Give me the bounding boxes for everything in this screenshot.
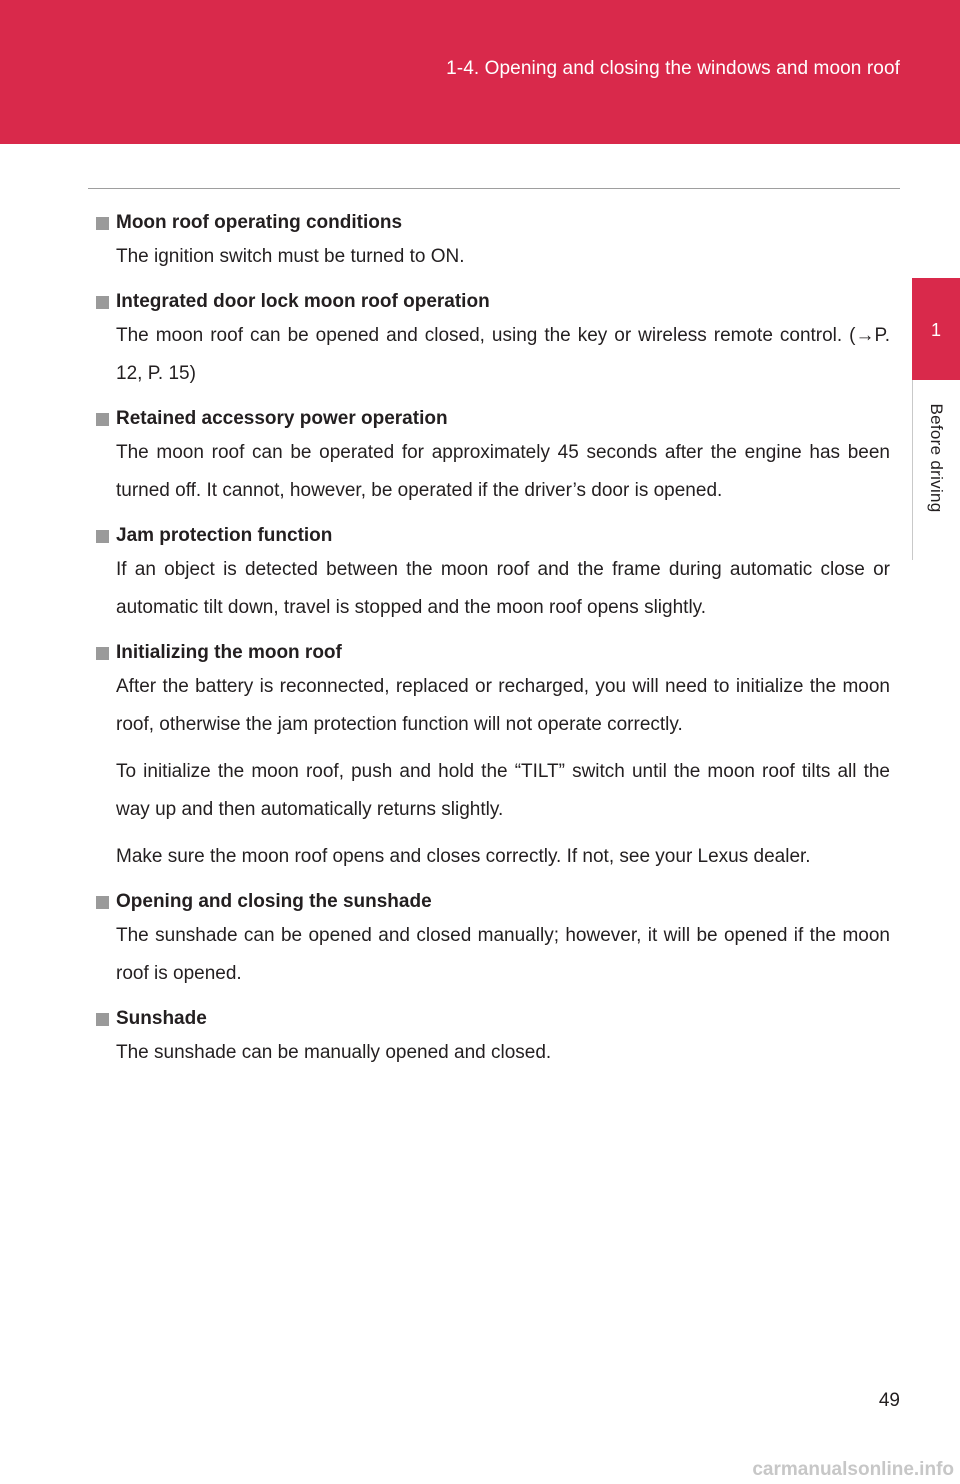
section-paragraph: Make sure the moon roof opens and closes correctly. If not, see your Lexus dealer. xyxy=(116,846,811,867)
section-sunshade xyxy=(96,1004,890,1072)
section-moon-roof-operating-conditions xyxy=(96,208,890,276)
square-bullet-icon xyxy=(96,413,109,426)
section-jam-protection xyxy=(96,521,890,627)
square-bullet-icon xyxy=(96,896,109,909)
chapter-number: 1 xyxy=(930,320,941,340)
section-retained-accessory-power xyxy=(96,404,890,510)
section-header-title: 1-4. Opening and closing the windows and moon roof xyxy=(446,58,900,79)
section-title: Moon roof operating conditions xyxy=(116,212,403,233)
square-bullet-icon xyxy=(96,296,109,309)
square-bullet-icon xyxy=(96,530,109,543)
section-title: Integrated door lock moon roof operation xyxy=(116,291,490,312)
header-divider xyxy=(88,188,900,189)
section-paragraph: If an object is detected between the moon roof and the frame during automatic close or automatic tilt down, travel is stopped and the moon roof opens slightly. xyxy=(116,559,890,618)
page-content xyxy=(96,208,890,1083)
section-title: Initializing the moon roof xyxy=(116,642,342,663)
chapter-tab xyxy=(912,278,960,380)
section-paragraph: To initialize the moon roof, push and hold the “TILT” switch until the moon roof tilts all the way up and then automatically returns slightly. xyxy=(116,761,890,820)
section-title: Sunshade xyxy=(116,1008,207,1029)
square-bullet-icon xyxy=(96,647,109,660)
section-paragraph: The moon roof can be operated for approximately 45 seconds after the engine has been turned off. It cannot, however, be operated if the driver’s door is opened. xyxy=(116,442,890,501)
square-bullet-icon xyxy=(96,217,109,230)
chapter-tab-divider xyxy=(912,380,913,560)
section-title: Jam protection function xyxy=(116,525,333,546)
header-band xyxy=(0,0,960,144)
watermark: carmanualsonline.info xyxy=(752,1459,954,1480)
section-opening-closing-sunshade xyxy=(96,887,890,993)
section-paragraph: The moon roof can be opened and closed, using the key or wireless remote control. (→P. 12, P. 15) xyxy=(116,325,890,384)
section-title: Retained accessory power operation xyxy=(116,408,448,429)
section-paragraph: The sunshade can be manually opened and closed. xyxy=(116,1042,552,1063)
page-number: 49 xyxy=(878,1390,900,1411)
chapter-label: Before driving xyxy=(927,403,946,513)
section-integrated-door-lock xyxy=(96,287,890,393)
section-title: Opening and closing the sunshade xyxy=(116,891,432,912)
square-bullet-icon xyxy=(96,1013,109,1026)
section-initializing-moon-roof xyxy=(96,638,890,876)
section-paragraph: The sunshade can be opened and closed manually; however, it will be opened if the moon roof is opened. xyxy=(116,925,890,984)
section-paragraph: After the battery is reconnected, replaced or recharged, you will need to initialize the moon roof, otherwise the jam protection function will not operate correctly. xyxy=(116,676,890,735)
section-paragraph: The ignition switch must be turned to ON. xyxy=(116,246,465,267)
